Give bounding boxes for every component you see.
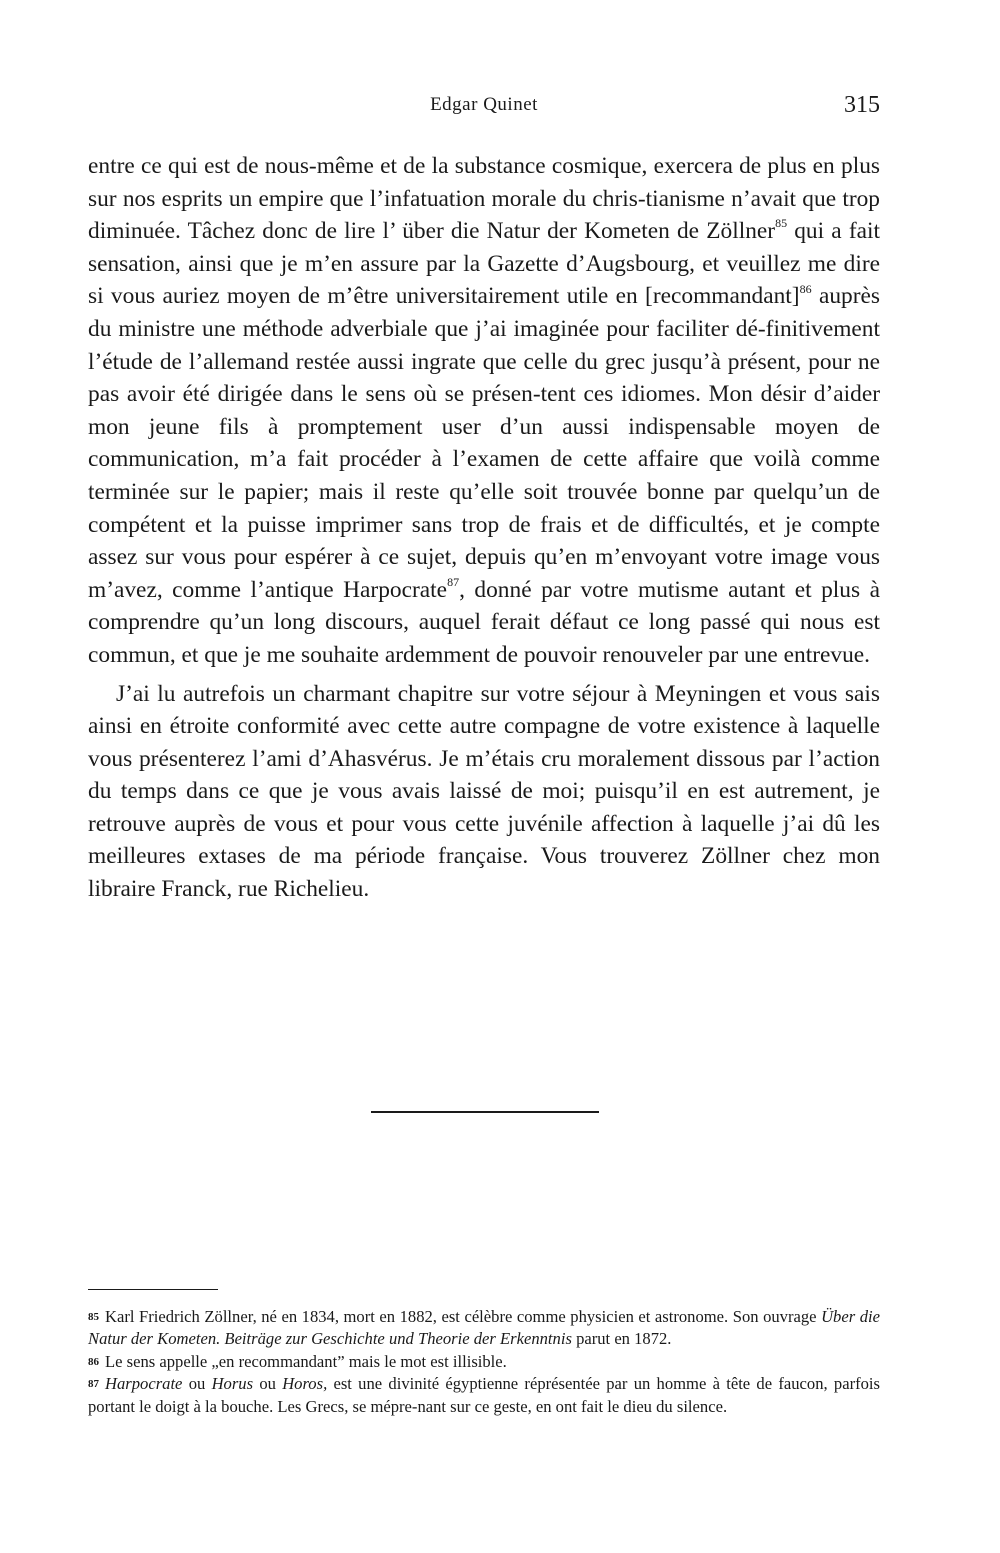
footnote-number: 87 xyxy=(88,1378,99,1391)
running-head xyxy=(88,92,880,122)
footnote-divider xyxy=(88,1289,218,1290)
footnote-ref-85: 85 xyxy=(775,216,788,231)
body-text xyxy=(88,150,880,906)
footnote-87-term-3: Horos, xyxy=(282,1374,328,1394)
footnote-86 xyxy=(88,1351,880,1373)
footnote-87 xyxy=(88,1373,880,1418)
footnote-87-term-2: Horus xyxy=(211,1374,254,1394)
footnote-85 xyxy=(88,1306,880,1351)
footnote-87-sep-2: ou xyxy=(253,1374,283,1394)
footnote-number: 86 xyxy=(88,1355,99,1368)
footnote-85-text-a: Karl Friedrich Zöllner, né en 1834, mort en 1882, est célèbre comme physicien et astronome. Son ouvrage xyxy=(105,1307,822,1326)
paragraph-1-part-3: auprès du ministre une méthode adverbiale que j’ai imaginée pour faciliter dé-finitivement l’étude de l’allemand restée aussi ingrate que celle du grec jusqu’à présent, pour ne pas avoir été dirigée dans le sens où se présen-tent ces idiomes. Mon désir d’aider mon jeune fils à promptement user d’un aussi indispensable moyen de communication, m’a fait procéder à l’examen de cette affaire que voilà comme terminée sur le papier; mais il reste qu’elle soit trouvée bonne par quelqu’un de compétent et la puisse imprimer sans trop de frais et de difficultés, et je compte assez sur vous pour espérer à ce sujet, depuis qu’en m’envoyant votre image vous m’avez, comme l’antique Harpocrate xyxy=(88,283,880,603)
paragraph-1-part-4: , donné par votre mutisme autant et plus à comprendre qu’un long discours, auquel ferait défaut ce long passé qui nous est commun, et que je me souhaite ardemment de pouvoir renouveler par une entrevue. xyxy=(88,576,880,668)
running-title: Edgar Quinet xyxy=(430,94,538,115)
footnote-87-term-1: Harpocrate xyxy=(105,1374,183,1394)
footnotes xyxy=(88,1306,880,1418)
book-page xyxy=(88,0,880,1553)
page-number: 315 xyxy=(844,92,880,118)
footnote-number: 85 xyxy=(88,1311,99,1323)
footnote-86-text: Le sens appelle „en recommandant” mais le mot est illisible. xyxy=(105,1351,507,1371)
footnote-ref-86: 86 xyxy=(799,281,812,296)
paragraph-1 xyxy=(88,150,880,672)
footnote-87-sep-1: ou xyxy=(182,1374,212,1394)
paragraph-2: J’ai lu autrefois un charmant chapitre sur votre séjour à Meyningen et vous sais ainsi en étroite conformité avec cette autre compagne de votre existence à laquelle vous présenterez l’ami d’Ahasvérus. Je m’étais cru moralement dissous par l’action du temps dans ce que je vous avais laissé de moi; puisqu’il en est autrement, je retrouve auprès de vous et pour vous cette juvénile affection à laquelle j’ai dû les meilleures extases de ma période française. Vous trouverez Zöllner chez mon libraire Franck, rue Richelieu. xyxy=(88,680,880,903)
footnote-85-title: Über die Natur der Kometen. Beiträge zur Geschichte und Theorie der Erkenntnis xyxy=(88,1307,880,1349)
paragraph-1-part-2: qui a fait sensation, ainsi que je m’en assure par la Gazette d’Augsbourg, et veuillez me dire si vous auriez moyen de m’être universitairement utile en [recommandant] xyxy=(88,218,880,310)
footnote-85-text-c: parut en 1872. xyxy=(571,1329,672,1349)
paragraph-1-part-1: entre ce qui est de nous-même et de la substance cosmique, exercera de plus en plus sur nos esprits un empire que l’infatuation morale du chris-tianisme n’avait que trop diminuée. Tâchez donc de lire l’ über die Natur der Kometen de Zöllner xyxy=(88,153,880,245)
footnote-ref-87: 87 xyxy=(447,574,460,589)
section-divider xyxy=(371,1111,599,1113)
footnote-87-text: est une divinité égyptienne réprésentée par un homme à tête de faucon, parfois portant le doigt à la bouche. Les Grecs, se mépre-nant sur ce geste, en ont fait le dieu du silence. xyxy=(88,1374,880,1416)
